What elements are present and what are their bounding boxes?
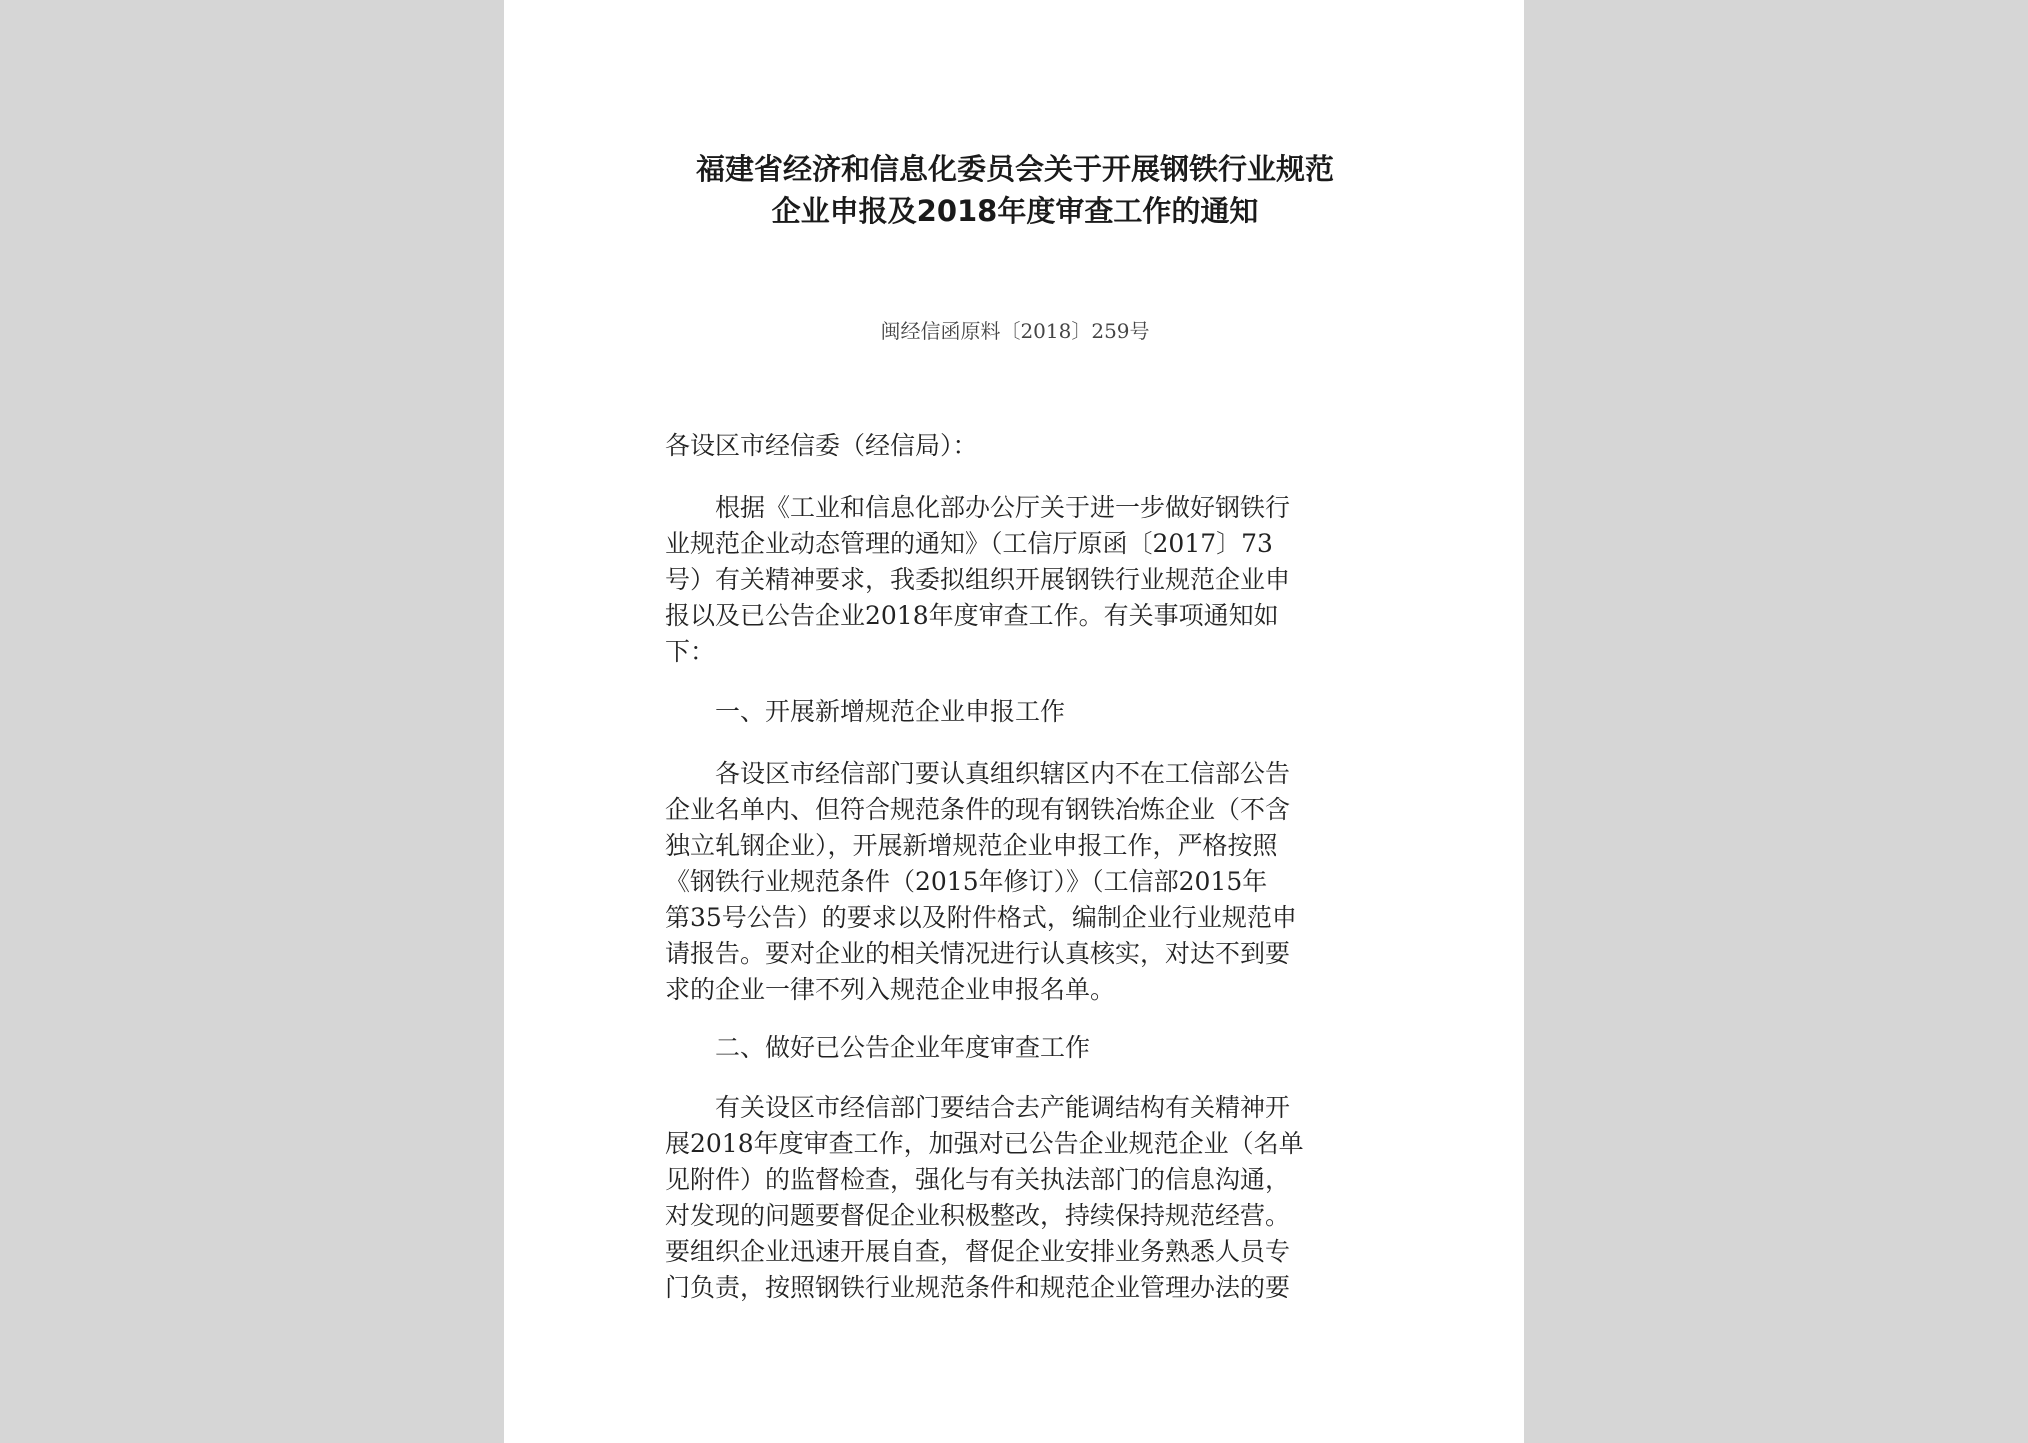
paragraph-2-line-3: 独立轧钢企业），开展新增规范企业申报工作，严格按照: [665, 831, 1278, 860]
document-number: 闽经信函原料〔2018〕259号: [880, 319, 1150, 343]
paragraph-2-line-6: 请报告。要对企业的相关情况进行认真核实，对达不到要: [665, 939, 1291, 968]
document-page: [504, 0, 1524, 1443]
paragraph-2-line-7: 求的企业一律不列入规范企业申报名单。: [665, 975, 1116, 1004]
paragraph-3-line-6: 门负责，按照钢铁行业规范条件和规范企业管理办法的要: [665, 1273, 1291, 1302]
paragraph-2-line-2: 企业名单内、但符合规范条件的现有钢铁冶炼企业（不含: [665, 795, 1291, 824]
addressee: 各设区市经信委（经信局）：: [665, 431, 978, 460]
document-title-line-2: 企业申报及2018年度审查工作的通知: [771, 194, 1259, 228]
paragraph-2-line-5: 第35号公告）的要求以及附件格式，编制企业行业规范申: [665, 903, 1297, 932]
paragraph-3-line-2: 展2018年度审查工作，加强对已公告企业规范企业（名单: [665, 1129, 1304, 1158]
paragraph-1-line-3: 号）有关精神要求，我委拟组织开展钢铁行业规范企业申: [665, 565, 1291, 594]
paragraph-2-line-1: 各设区市经信部门要认真组织辖区内不在工信部公告: [665, 759, 1291, 788]
paragraph-1-line-2: 业规范企业动态管理的通知》（工信厅原函〔2017〕73: [665, 529, 1273, 558]
paragraph-3-line-1: 有关设区市经信部门要结合去产能调结构有关精神开: [665, 1093, 1291, 1122]
document-title-line-1: 福建省经济和信息化委员会关于开展钢铁行业规范: [695, 152, 1334, 186]
paragraph-3-line-3: 见附件）的监督检查，强化与有关执法部门的信息沟通，: [665, 1165, 1291, 1194]
paragraph-2-line-4: 《钢铁行业规范条件（2015年修订）》（工信部2015年: [665, 867, 1268, 896]
paragraph-1-line-1: 根据《工业和信息化部办公厅关于进一步做好钢铁行: [665, 493, 1291, 522]
paragraph-1-line-5: 下：: [665, 637, 716, 666]
paragraph-3-line-5: 要组织企业迅速开展自查，督促企业安排业务熟悉人员专: [665, 1237, 1291, 1266]
paragraph-3-line-4: 对发现的问题要督促企业积极整改，持续保持规范经营。: [665, 1201, 1291, 1230]
paragraph-1-line-4: 报以及已公告企业2018年度审查工作。有关事项通知如: [665, 601, 1279, 630]
section-heading-2: 二、做好已公告企业年度审查工作: [665, 1033, 1091, 1062]
section-heading-1: 一、开展新增规范企业申报工作: [665, 697, 1066, 726]
